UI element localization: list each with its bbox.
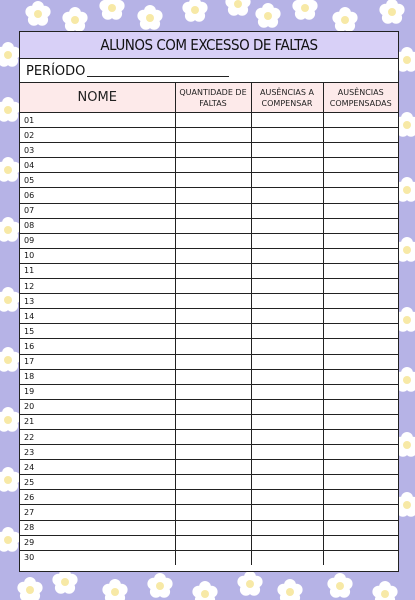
ausencias-compensadas-cell[interactable]	[323, 429, 398, 444]
daisy-flower-icon	[0, 407, 21, 432]
daisy-flower-icon	[292, 0, 317, 20]
row-number-name-cell[interactable]: 18	[20, 369, 175, 384]
row-number-name-cell[interactable]: 29	[20, 535, 175, 550]
row-number-name-cell[interactable]: 08	[20, 218, 175, 233]
daisy-flower-icon	[192, 581, 217, 600]
row-number-name-cell[interactable]: 04	[20, 158, 175, 173]
ausencias-compensar-cell[interactable]	[251, 429, 323, 444]
daisy-flower-icon	[0, 467, 21, 492]
table-row	[20, 354, 398, 369]
row-number-name-cell[interactable]: 20	[20, 399, 175, 414]
daisy-flower-icon	[255, 3, 280, 28]
ausencias-compensadas-cell[interactable]	[323, 173, 398, 188]
row-number-name-cell[interactable]: 09	[20, 233, 175, 248]
row-number-name-cell[interactable]: 19	[20, 384, 175, 399]
table-row	[20, 520, 398, 535]
quantidade-cell[interactable]	[175, 384, 251, 399]
column-header-ausencias-compensadas: AUSÊNCIAS COMPENSADAS	[323, 83, 398, 113]
row-number-name-cell[interactable]: 30	[20, 550, 175, 565]
daisy-flower-icon	[102, 579, 127, 600]
row-number-name-cell[interactable]: 28	[20, 520, 175, 535]
daisy-flower-icon	[237, 571, 262, 596]
quantidade-cell[interactable]	[175, 505, 251, 520]
quantidade-cell[interactable]	[175, 445, 251, 460]
daisy-flower-icon	[137, 5, 162, 30]
table-row	[20, 324, 398, 339]
ausencias-compensar-cell[interactable]	[251, 535, 323, 550]
quantidade-cell[interactable]	[175, 294, 251, 309]
table-body	[20, 113, 398, 565]
row-number-name-cell[interactable]: 21	[20, 414, 175, 429]
row-number-name-cell[interactable]: 16	[20, 339, 175, 354]
column-header-nome: NOME	[20, 83, 175, 113]
quantidade-cell[interactable]	[175, 248, 251, 263]
quantidade-cell[interactable]	[175, 143, 251, 158]
ausencias-compensadas-cell[interactable]	[323, 535, 398, 550]
daisy-flower-icon	[25, 1, 50, 26]
ausencias-compensar-cell[interactable]	[251, 248, 323, 263]
ausencias-compensadas-cell[interactable]	[323, 414, 398, 429]
row-number-name-cell[interactable]: 15	[20, 324, 175, 339]
daisy-flower-icon	[0, 217, 21, 242]
quantidade-cell[interactable]	[175, 429, 251, 444]
ausencias-compensar-cell[interactable]	[251, 233, 323, 248]
ausencias-compensar-cell[interactable]	[251, 460, 323, 475]
attendance-sheet	[19, 31, 399, 572]
table-header-row	[20, 83, 398, 113]
row-number-name-cell[interactable]: 03	[20, 143, 175, 158]
ausencias-compensadas-cell[interactable]	[323, 143, 398, 158]
daisy-flower-icon	[182, 0, 207, 22]
ausencias-compensar-cell[interactable]	[251, 550, 323, 565]
ausencias-compensadas-cell[interactable]	[323, 384, 398, 399]
ausencias-compensadas-cell[interactable]	[323, 399, 398, 414]
daisy-flower-icon	[52, 569, 77, 594]
ausencias-compensar-cell[interactable]	[251, 520, 323, 535]
quantidade-cell[interactable]	[175, 369, 251, 384]
quantidade-cell[interactable]	[175, 535, 251, 550]
ausencias-compensadas-cell[interactable]	[323, 294, 398, 309]
quantidade-cell[interactable]	[175, 339, 251, 354]
quantidade-cell[interactable]	[175, 475, 251, 490]
quantidade-cell[interactable]	[175, 490, 251, 505]
quantidade-cell[interactable]	[175, 399, 251, 414]
daisy-flower-icon	[225, 0, 250, 16]
ausencias-compensar-cell[interactable]	[251, 324, 323, 339]
table-row	[20, 294, 398, 309]
table-row	[20, 218, 398, 233]
table-row	[20, 263, 398, 278]
table-row	[20, 248, 398, 263]
ausencias-compensadas-cell[interactable]	[323, 309, 398, 324]
ausencias-compensadas-cell[interactable]	[323, 505, 398, 520]
ausencias-compensadas-cell[interactable]	[323, 324, 398, 339]
ausencias-compensadas-cell[interactable]	[323, 158, 398, 173]
periodo-label: PERÍODO	[26, 64, 86, 79]
daisy-flower-icon	[332, 7, 357, 32]
table-row	[20, 384, 398, 399]
ausencias-compensadas-cell[interactable]	[323, 339, 398, 354]
daisy-flower-icon	[0, 287, 21, 312]
ausencias-compensadas-cell[interactable]	[323, 263, 398, 278]
ausencias-compensar-cell[interactable]	[251, 384, 323, 399]
daisy-flower-icon	[147, 573, 172, 598]
ausencias-compensadas-cell[interactable]	[323, 445, 398, 460]
quantidade-cell[interactable]	[175, 279, 251, 294]
row-number-name-cell[interactable]: 06	[20, 188, 175, 203]
ausencias-compensadas-cell[interactable]	[323, 218, 398, 233]
ausencias-compensar-cell[interactable]	[251, 354, 323, 369]
page-title: ALUNOS COM EXCESSO DE FALTAS	[20, 32, 398, 59]
quantidade-cell[interactable]	[175, 188, 251, 203]
table-row	[20, 445, 398, 460]
table-row	[20, 505, 398, 520]
ausencias-compensar-cell[interactable]	[251, 203, 323, 218]
ausencias-compensadas-cell[interactable]	[323, 248, 398, 263]
row-number-name-cell[interactable]: 01	[20, 113, 175, 128]
column-header-quantidade-faltas: QUANTIDADE DE FALTAS	[175, 83, 251, 113]
table-row	[20, 158, 398, 173]
daisy-flower-icon	[0, 157, 21, 182]
ausencias-compensar-cell[interactable]	[251, 173, 323, 188]
row-number-name-cell[interactable]: 11	[20, 263, 175, 278]
daisy-flower-icon	[99, 0, 124, 20]
ausencias-compensadas-cell[interactable]	[323, 233, 398, 248]
table-row	[20, 550, 398, 565]
daisy-flower-icon	[0, 42, 21, 67]
row-number-name-cell[interactable]: 27	[20, 505, 175, 520]
ausencias-compensadas-cell[interactable]	[323, 369, 398, 384]
ausencias-compensadas-cell[interactable]	[323, 460, 398, 475]
daisy-flower-icon	[0, 97, 21, 122]
quantidade-cell[interactable]	[175, 414, 251, 429]
daisy-flower-icon	[379, 0, 404, 24]
row-number-name-cell[interactable]: 17	[20, 354, 175, 369]
row-number-name-cell[interactable]: 13	[20, 294, 175, 309]
table-row	[20, 233, 398, 248]
ausencias-compensar-cell[interactable]	[251, 505, 323, 520]
table-row	[20, 309, 398, 324]
table-row	[20, 203, 398, 218]
row-number-name-cell[interactable]: 14	[20, 309, 175, 324]
ausencias-compensar-cell[interactable]	[251, 369, 323, 384]
periodo-field[interactable]	[20, 59, 398, 83]
ausencias-compensar-cell[interactable]	[251, 339, 323, 354]
row-number-name-cell[interactable]: 05	[20, 173, 175, 188]
ausencias-compensar-cell[interactable]	[251, 475, 323, 490]
quantidade-cell[interactable]	[175, 203, 251, 218]
table-row	[20, 475, 398, 490]
ausencias-compensadas-cell[interactable]	[323, 113, 398, 128]
ausencias-compensadas-cell[interactable]	[323, 520, 398, 535]
quantidade-cell[interactable]	[175, 354, 251, 369]
row-number-name-cell[interactable]: 12	[20, 279, 175, 294]
ausencias-compensadas-cell[interactable]	[323, 354, 398, 369]
daisy-flower-icon	[17, 577, 42, 600]
ausencias-compensar-cell[interactable]	[251, 399, 323, 414]
quantidade-cell[interactable]	[175, 324, 251, 339]
quantidade-cell[interactable]	[175, 173, 251, 188]
quantidade-cell[interactable]	[175, 520, 251, 535]
table-row	[20, 188, 398, 203]
ausencias-compensadas-cell[interactable]	[323, 188, 398, 203]
table-row	[20, 173, 398, 188]
table-row	[20, 143, 398, 158]
quantidade-cell[interactable]	[175, 460, 251, 475]
table-row	[20, 369, 398, 384]
ausencias-compensadas-cell[interactable]	[323, 475, 398, 490]
ausencias-compensar-cell[interactable]	[251, 263, 323, 278]
quantidade-cell[interactable]	[175, 158, 251, 173]
table-row	[20, 535, 398, 550]
ausencias-compensar-cell[interactable]	[251, 414, 323, 429]
row-number-name-cell[interactable]: 02	[20, 128, 175, 143]
row-number-name-cell[interactable]: 23	[20, 445, 175, 460]
students-table	[20, 83, 398, 565]
quantidade-cell[interactable]	[175, 218, 251, 233]
row-number-name-cell[interactable]: 25	[20, 475, 175, 490]
ausencias-compensadas-cell[interactable]	[323, 128, 398, 143]
table-row	[20, 279, 398, 294]
table-row	[20, 460, 398, 475]
table-row	[20, 490, 398, 505]
ausencias-compensar-cell[interactable]	[251, 188, 323, 203]
quantidade-cell[interactable]	[175, 309, 251, 324]
row-number-name-cell[interactable]: 24	[20, 460, 175, 475]
daisy-flower-icon	[0, 347, 21, 372]
quantidade-cell[interactable]	[175, 113, 251, 128]
row-number-name-cell[interactable]: 10	[20, 248, 175, 263]
ausencias-compensadas-cell[interactable]	[323, 550, 398, 565]
table-row	[20, 128, 398, 143]
quantidade-cell[interactable]	[175, 128, 251, 143]
periodo-input-line[interactable]	[87, 75, 229, 77]
ausencias-compensar-cell[interactable]	[251, 309, 323, 324]
ausencias-compensadas-cell[interactable]	[323, 203, 398, 218]
daisy-flower-icon	[277, 579, 302, 600]
row-number-name-cell[interactable]: 22	[20, 429, 175, 444]
row-number-name-cell[interactable]: 07	[20, 203, 175, 218]
ausencias-compensar-cell[interactable]	[251, 490, 323, 505]
row-number-name-cell[interactable]: 26	[20, 490, 175, 505]
table-row	[20, 113, 398, 128]
daisy-flower-icon	[372, 581, 397, 600]
daisy-flower-icon	[327, 573, 352, 598]
ausencias-compensadas-cell[interactable]	[323, 490, 398, 505]
ausencias-compensar-cell[interactable]	[251, 128, 323, 143]
daisy-flower-icon	[0, 527, 21, 552]
table-row	[20, 429, 398, 444]
table-row	[20, 414, 398, 429]
daisy-flower-icon	[62, 7, 87, 32]
ausencias-compensar-cell[interactable]	[251, 294, 323, 309]
table-row	[20, 339, 398, 354]
ausencias-compensadas-cell[interactable]	[323, 279, 398, 294]
table-row	[20, 399, 398, 414]
ausencias-compensar-cell[interactable]	[251, 113, 323, 128]
quantidade-cell[interactable]	[175, 550, 251, 565]
ausencias-compensar-cell[interactable]	[251, 218, 323, 233]
column-header-ausencias-a-compensar: AUSÊNCIAS A COMPENSAR	[251, 83, 323, 113]
ausencias-compensar-cell[interactable]	[251, 445, 323, 460]
quantidade-cell[interactable]	[175, 233, 251, 248]
ausencias-compensar-cell[interactable]	[251, 279, 323, 294]
quantidade-cell[interactable]	[175, 263, 251, 278]
ausencias-compensar-cell[interactable]	[251, 143, 323, 158]
ausencias-compensar-cell[interactable]	[251, 158, 323, 173]
